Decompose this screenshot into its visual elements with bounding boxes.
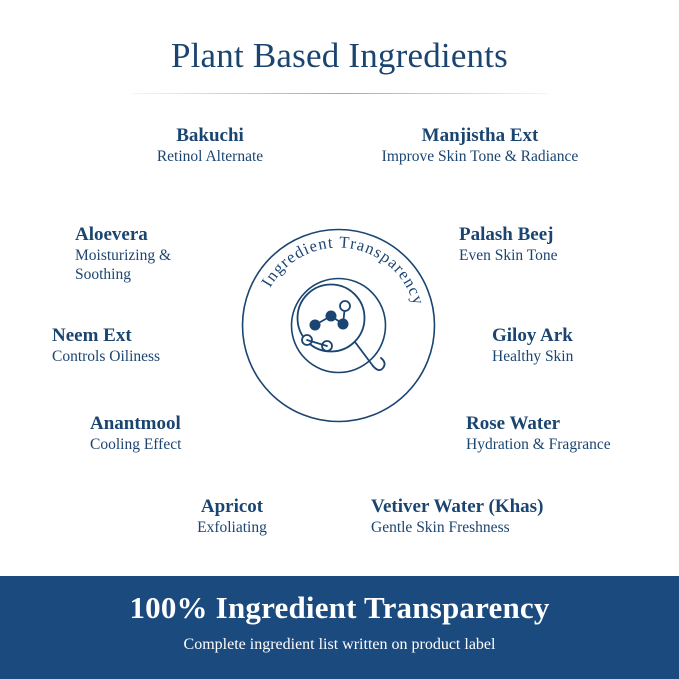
page-title: Plant Based Ingredients (170, 36, 509, 75)
ingredient-rose-water (466, 412, 666, 454)
ingredient-name: Bakuchi (176, 125, 244, 146)
ingredient-name: Anantmool (90, 413, 181, 434)
ingredient-desc: Controls Oiliness (52, 348, 161, 365)
ingredient-name: Neem Ext (52, 325, 132, 346)
footer-title: 100% Ingredient Transparency (129, 590, 550, 625)
ingredient-name: Palash Beej (459, 224, 554, 245)
ingredient-bakuchi (96, 124, 324, 166)
ingredient-palash-beej (459, 223, 639, 265)
ingredient-name: Manjistha Ext (421, 125, 539, 146)
ingredient-giloy-ark (492, 324, 652, 366)
ingredient-desc: Cooling Effect (90, 436, 182, 453)
footer-band (0, 576, 679, 679)
ingredient-vetiver-water (371, 495, 611, 537)
ingredient-desc: Moisturizing & Soothing (75, 247, 172, 283)
ingredient-transparency-emblem (231, 218, 446, 433)
ingredient-desc: Gentle Skin Freshness (371, 519, 510, 536)
ingredient-aloevera (75, 223, 215, 284)
emblem-text: Ingredient Transparency (257, 232, 429, 308)
svg-text:Ingredient Transparency (257, 232, 428, 307)
ingredient-desc: Exfoliating (197, 519, 267, 536)
ingredient-apricot (142, 495, 322, 537)
molecule-nodes (310, 311, 349, 331)
ingredient-name: Vetiver Water (Khas) (371, 496, 544, 517)
ingredient-desc: Improve Skin Tone & Radiance (381, 148, 579, 165)
ingredient-manjistha-ext (346, 124, 614, 166)
ingredient-desc: Hydration & Fragrance (466, 436, 611, 453)
ingredient-desc: Retinol Alternate (156, 148, 264, 165)
ingredient-name: Apricot (200, 496, 264, 517)
ingredient-name: Rose Water (466, 413, 561, 434)
ingredient-desc: Even Skin Tone (459, 247, 558, 264)
ingredient-name: Aloevera (75, 224, 148, 245)
ingredient-name: Giloy Ark (492, 325, 573, 346)
ingredient-desc: Healthy Skin (492, 348, 574, 365)
ingredient-neem-ext (52, 324, 227, 366)
footer-subtitle: Complete ingredient list written on product label (183, 636, 496, 653)
title-divider (132, 93, 548, 94)
